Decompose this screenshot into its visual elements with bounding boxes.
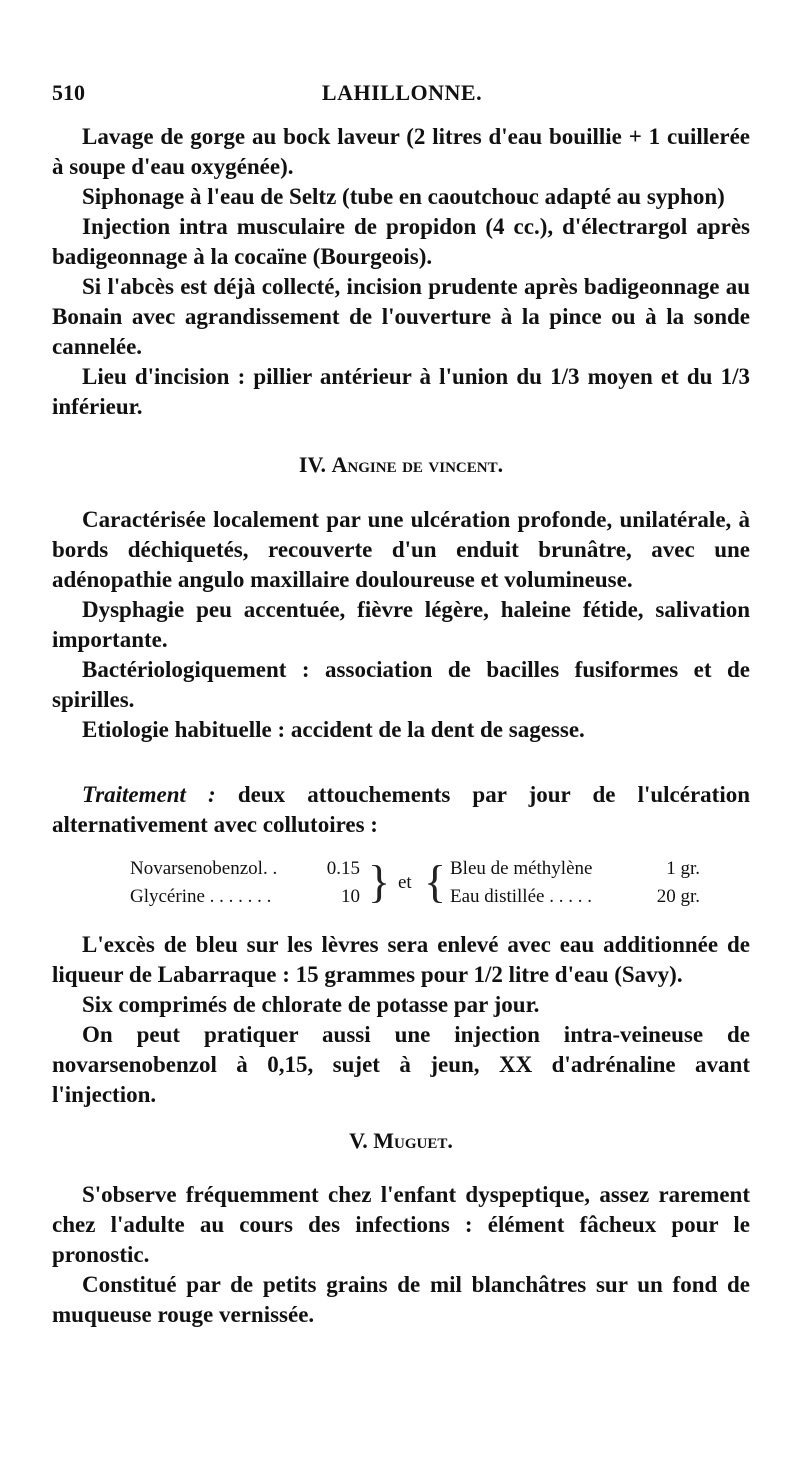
paragraph: Six comprimés de chlorate de potasse par jour. [82,992,540,1017]
paragraph: Bactériologiquement : association de bacilles fusiformes et de spirilles. [52,657,750,712]
prescription-formula [130,855,710,915]
section-heading-iv [52,452,750,478]
ingredient-name: Eau distillée . . . . . [450,886,592,907]
paragraph: Lavage de gorge au bock laveur (2 litres d'eau bouillie + 1 cuillerée à soupe d'eau oxygénée). [52,124,750,179]
paragraph: Caractérisée localement par une ulcération profonde, unilatérale, à bords déchiquetés, recouverte d'un enduit brunâtre, avec une adénopathie angulo maxillaire douloureuse et volumineuse. [52,507,750,592]
ingredient-dose: 20 gr. [656,886,700,907]
paragraphs-block-4 [52,1180,750,1330]
paragraph: Si l'abcès est déjà collecté, incision prudente après badigeonnage au Bonain avec agrandissement de l'ouverture à la pince ou à la sonde cannelée. [52,274,750,359]
paragraph: Constitué par de petits grains de mil blanchâtres sur un fond de muqueuse rouge vernissée. [52,1272,750,1327]
ingredient-name: Bleu de méthylène [450,858,593,879]
formula-right-group [450,855,700,911]
page-number: 510 [52,80,85,105]
ingredient-name: Glycérine . . . . . . . [130,886,272,907]
page-header [52,80,752,114]
section-numeral: V. [349,1128,368,1153]
treatment-label: Traitement : [82,782,216,807]
paragraph: Injection intra musculaire de propidon (4 cc.), d'électrargol après badigeonnage à la cocaïne (Bourgeois). [52,214,750,269]
paragraphs-block-3 [52,930,750,1110]
section-numeral: IV. [298,452,327,477]
paragraph: Lieu d'incision : pillier antérieur à l'union du 1/3 moyen et du 1/3 inférieur. [52,364,750,419]
formula-line [450,883,700,911]
ingredient-name: Novarsenobenzol. . [130,858,278,879]
paragraph: Etiologie habituelle : accident de la dent de sagesse. [82,717,585,742]
section-title: Angine de vincent. [331,452,504,477]
ingredient-dose: 10 [341,886,360,907]
ingredient-dose: 0.15 [326,858,360,879]
left-brace: { [424,856,447,907]
paragraph: L'excès de bleu sur les lèvres sera enlevé avec eau additionnée de liqueur de Labarraque : 15 grammes pour 1/2 litre d'eau (Savy). [52,932,750,987]
paragraphs-block-1 [52,122,750,422]
section-title: Muguet. [373,1128,453,1153]
treatment-text: deux attouchements par jour de l'ulcération alternativement avec collutoires : [52,782,751,837]
paragraph: Dysphagie peu accentuée, fièvre légère, haleine fétide, salivation importante. [52,597,750,652]
treatment-paragraph [52,780,750,840]
formula-joiner: et [398,872,412,893]
formula-line [130,883,360,911]
formula-line [450,855,700,883]
ingredient-dose: 1 gr. [666,858,700,879]
paragraph: Siphonage à l'eau de Seltz (tube en caoutchouc adapté au syphon) [82,184,725,209]
running-title: LAHILLONNE. [321,80,483,105]
right-brace: } [368,856,391,907]
formula-left-group [130,855,360,911]
formula-line [130,855,360,883]
paragraphs-block-2 [52,505,750,745]
section-heading-v [52,1128,750,1154]
paragraph: On peut pratiquer aussi une injection intra-veineuse de novarsenobenzol à 0,15, sujet à jeun, XX d'adrénaline avant l'injection. [52,1022,750,1107]
paragraph: S'observe fréquemment chez l'enfant dyspeptique, assez rarement chez l'adulte au cours des infections : élément fâcheux pour le pronostic. [52,1182,750,1267]
